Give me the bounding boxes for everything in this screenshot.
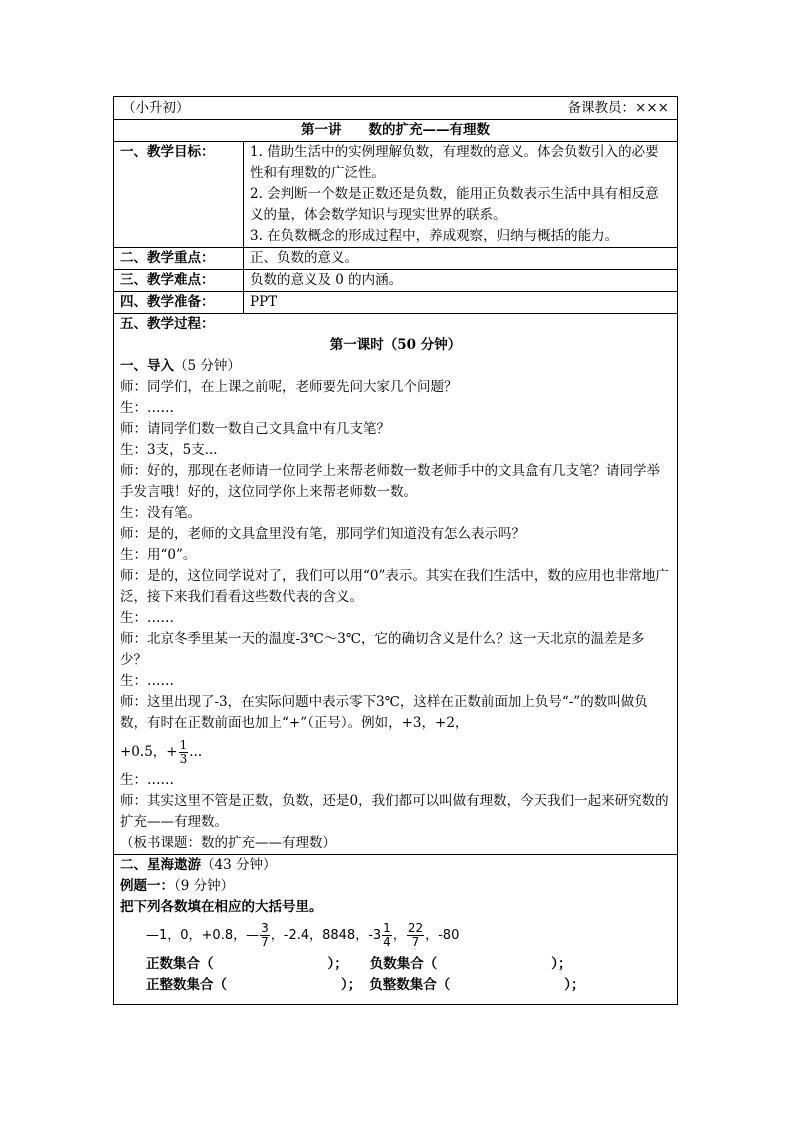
- fraction-numerator: 1: [383, 921, 391, 935]
- fraction-denominator: 4: [383, 935, 391, 949]
- fraction-numerator: 1: [179, 738, 188, 752]
- fraction-numerator: 3: [261, 921, 269, 935]
- part2-heading: [120, 855, 671, 876]
- example1-time: （9 分钟）: [174, 878, 235, 894]
- example1-heading: [120, 876, 671, 897]
- objectives-label: 一、教学目标：: [114, 142, 244, 248]
- key-point-row: [114, 248, 678, 270]
- dialogue-line: 师：好的，那现在老师请一位同学上来帮老师数一数老师手中的文具盒有几支笔？请同学举手发言哦！好的，这位同学你上来帮老师数一数。: [120, 463, 660, 500]
- dialogue-line: 师：这里出现了-3，在实际问题中表示零下3℃，这样在正数前面加上负号“-”的数叫做负数，有时在正数前面也加上“+”（正号）。例如，+3，+2，: [120, 694, 648, 731]
- example-prefix: +0.5，+: [120, 744, 178, 760]
- example1-head: 例题一：: [120, 878, 174, 894]
- title-row: [114, 120, 678, 142]
- lesson-title: 第一讲 数的扩充——有理数: [114, 120, 678, 142]
- negative-set-label: 负数集合（: [369, 956, 438, 972]
- dialogue-line: 师：其实这里不管是正数，负数，还是0，我们都可以叫做有理数，今天我们一起来研究数的扩充——有理数。: [120, 793, 669, 830]
- dialogue-line: 生：……: [120, 673, 174, 689]
- dialogue-line: 师：是的，老师的文具盒里没有笔，那同学们知道没有怎么表示吗？: [120, 526, 525, 542]
- fraction: [179, 739, 189, 766]
- dialogue-line: 生：……: [120, 772, 174, 788]
- session-title: 第一课时（50 分钟）: [329, 337, 462, 353]
- positive-integer-set-end: ）；: [341, 977, 362, 993]
- objective-item: 1. 借助生活中的实例理解负数，有理数的意义。体会负数引入的必要性和有理数的广泛性。: [250, 144, 659, 181]
- example-suffix: ...: [189, 744, 203, 760]
- example-line: [120, 734, 671, 770]
- fraction-denominator: 7: [411, 935, 420, 949]
- number-list-part: ，-80: [425, 928, 460, 943]
- dialogue-line: 生：用“0”。: [120, 547, 197, 563]
- objective-item: 2. 会判断一个数是正数还是负数，能用正负数表示生活中具有相反意义的量，体会数学知识与现实世界的联系。: [250, 186, 659, 223]
- lesson-page: [113, 96, 677, 1005]
- header-row: [114, 97, 678, 120]
- difficulty-row: [114, 270, 678, 292]
- dialogue-line: 师：是的，这位同学说对了，我们可以用“0”表示。其实在我们生活中，数的应用也非常地广泛，接下来我们看看这些数代表的含义。: [120, 568, 669, 605]
- number-list: [120, 918, 671, 954]
- part2-head: 二、星海遨游: [120, 857, 201, 873]
- dialogue-line: 师：北京冬季里某一天的温度-3℃～3℃，它的确切含义是什么？这一天北京的温差是多少？: [120, 631, 645, 668]
- fraction-denominator: 3: [179, 752, 188, 766]
- intro-head: 一、导入: [120, 358, 174, 374]
- negative-set-end: ）；: [551, 956, 572, 972]
- dialogue-line: 师：同学们，在上课之前呢，老师要先问大家几个问题？: [120, 379, 458, 395]
- number-list-part: ，-2.4，8848，-3: [270, 928, 382, 943]
- fraction: [382, 922, 392, 949]
- negative-integer-set-end: ）；: [564, 977, 585, 993]
- fraction: [260, 922, 270, 949]
- teacher-label: 备课教员：×××: [567, 100, 669, 116]
- negative-integer-set-label: 负整数集合（: [369, 977, 451, 993]
- fraction-denominator: 7: [261, 935, 269, 949]
- objective-item: 3. 在负数概念的形成过程中，养成观察，归纳与概括的能力。: [250, 228, 619, 244]
- grade-label: （小升初）: [122, 100, 190, 116]
- dialogue-line: 生：没有笔。: [120, 505, 201, 521]
- number-list-part: —1，0，+0.8，—: [146, 928, 260, 943]
- dialogue-line: 师：请同学们数一数自己文具盒中有几支笔？: [120, 421, 390, 437]
- part2-content: [114, 855, 678, 1005]
- positive-integer-set-label: 正整数集合（: [146, 977, 227, 993]
- positive-set-label: 正数集合（: [146, 956, 214, 972]
- positive-set-end: ）；: [327, 956, 348, 972]
- example1-prompt: 把下列各数填在相应的大括号里。: [120, 899, 323, 915]
- preparation-label: 四、教学准备：: [114, 292, 244, 314]
- key-point-label: 二、教学重点：: [114, 248, 244, 270]
- key-point-value: 正、负数的意义。: [244, 248, 678, 270]
- set-row: [120, 975, 671, 996]
- set-row: [120, 954, 671, 975]
- objectives-row: [114, 142, 678, 248]
- dialogue-line: 生：……: [120, 610, 174, 626]
- number-list-part: ，: [392, 928, 406, 943]
- fraction: [407, 922, 424, 949]
- intro-time: （5 分钟）: [174, 358, 241, 374]
- intro-heading: [120, 356, 671, 377]
- dialogue-line: 生：3支，5支...: [120, 442, 218, 458]
- part2-time: （43 分钟）: [201, 857, 277, 873]
- difficulty-label: 三、教学难点：: [114, 270, 244, 292]
- board-title-line: （板书课题：数的扩充——有理数）: [120, 835, 336, 851]
- preparation-row: [114, 292, 678, 314]
- process-content: [114, 314, 678, 855]
- fraction-numerator: 22: [407, 921, 424, 935]
- difficulty-value: 负数的意义及 0 的内涵。: [244, 270, 678, 292]
- part2-row: [114, 855, 678, 1005]
- process-label: 五、教学过程：: [120, 316, 215, 332]
- preparation-value: PPT: [244, 292, 678, 314]
- objectives-content: [244, 142, 678, 248]
- dialogue-line: 生：……: [120, 400, 174, 416]
- process-row: [114, 314, 678, 855]
- lesson-plan-table: [113, 96, 678, 1005]
